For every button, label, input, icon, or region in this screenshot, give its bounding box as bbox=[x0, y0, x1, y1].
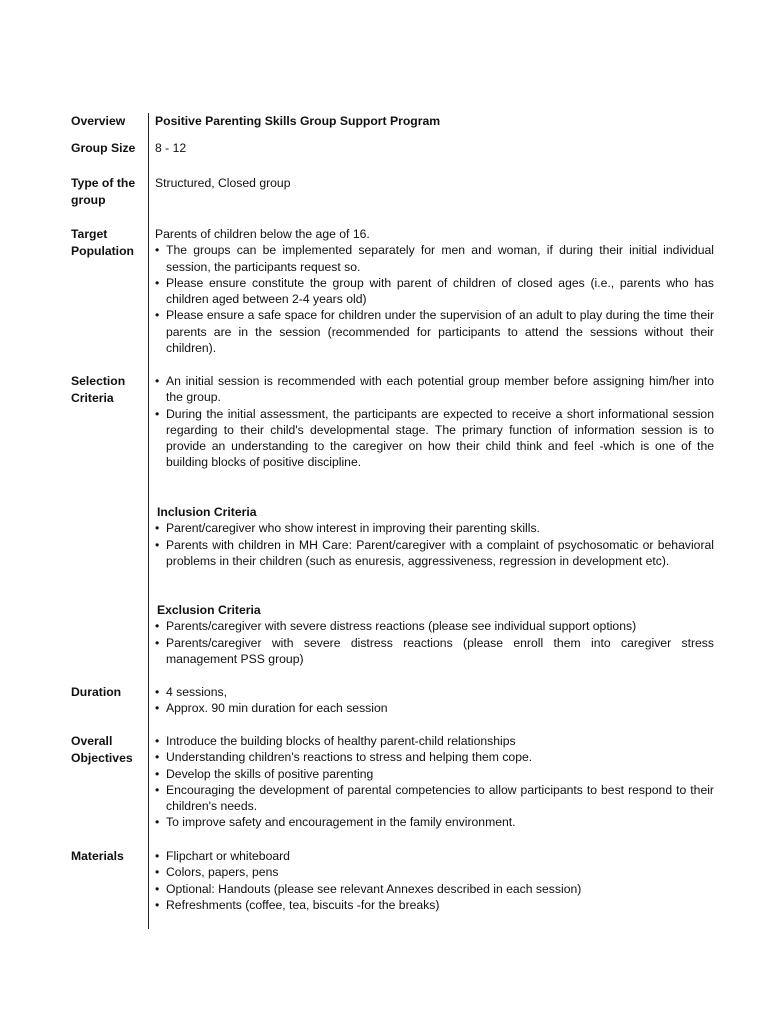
selection-criteria-section bbox=[155, 373, 714, 471]
list-item: • Parents/caregiver with severe distress reactions (please enroll them into caregiver stress management PSS group) bbox=[155, 635, 714, 666]
label-group-type: Type of the group bbox=[71, 176, 136, 207]
label-selection-criteria: Selection Criteria bbox=[71, 374, 126, 405]
materials-section bbox=[155, 848, 714, 913]
list-item: • Colors, papers, pens bbox=[155, 865, 279, 880]
label-group-size: Group Size bbox=[71, 141, 136, 155]
inclusion-criteria-heading: Inclusion Criteria bbox=[157, 505, 257, 519]
label-materials: Materials bbox=[71, 849, 124, 863]
list-item: • To improve safety and encouragement in the family environment. bbox=[155, 815, 516, 830]
overview-title: Positive Parenting Skills Group Support Program bbox=[155, 114, 441, 128]
list-item: • Refreshments (coffee, tea, biscuits -for the breaks) bbox=[155, 897, 440, 912]
label-target-population: Target Population bbox=[71, 227, 134, 258]
list-item: • 4 sessions, bbox=[155, 685, 227, 699]
list-item: • Parent/caregiver who show interest in improving their parenting skills. bbox=[155, 521, 540, 536]
list-item: • During the initial assessment, the participants are expected to receive a short informational session regarding to their child's developmental stage. The primary function of information session is to provide an understanding to the caregiver on how their child think and feel -which is one of the building blocks of positive discipline. bbox=[155, 406, 714, 470]
inclusion-criteria-section bbox=[155, 504, 714, 569]
list-item: • The groups can be implemented separately for men and woman, if during their initial individual session, the participants request so. bbox=[155, 243, 714, 274]
list-item: • Develop the skills of positive parenting bbox=[155, 766, 374, 781]
label-overview: Overview bbox=[71, 114, 126, 128]
list-item: • Parents with children in MH Care: Parent/caregiver with a complaint of psychosomatic or behavioral problems in their children (such as enuresis, aggressiveness, regression in development etc). bbox=[155, 537, 714, 568]
group-type-value: Structured, Closed group bbox=[155, 176, 291, 190]
list-item: • Please ensure a safe space for children under the supervision of an adult to play during the time their parents are in the session (recommended for participants to attend the sessions without their children). bbox=[155, 308, 714, 356]
objectives-section bbox=[155, 733, 714, 831]
list-item: • Introduce the building blocks of healthy parent-child relationships bbox=[155, 734, 516, 748]
list-item: • Parents/caregiver with severe distress reactions (please see individual support options) bbox=[155, 619, 637, 634]
label-overall-objectives: Overall Objectives bbox=[71, 734, 133, 765]
list-item: • Encouraging the development of parental competencies to allow participants to best respond to their children's needs. bbox=[155, 782, 714, 814]
duration-section bbox=[155, 684, 714, 717]
list-item: • Optional: Handouts (please see relevant Annexes described in each session) bbox=[155, 881, 582, 896]
target-intro: Parents of children below the age of 16. bbox=[155, 227, 370, 241]
exclusion-criteria-section bbox=[155, 602, 714, 667]
list-item: • Understanding children's reactions to stress and helping them cope. bbox=[155, 750, 533, 765]
list-item: • Approx. 90 min duration for each session bbox=[155, 701, 388, 716]
column-divider bbox=[148, 113, 149, 929]
list-item: • Flipchart or whiteboard bbox=[155, 849, 290, 863]
list-item: • An initial session is recommended with each potential group member before assigning him/her into the group. bbox=[155, 374, 714, 405]
list-item: • Please ensure constitute the group with parent of children of closed ages (i.e., parents who has children aged between 2-4 years old) bbox=[155, 275, 714, 307]
target-population-section bbox=[155, 226, 714, 356]
label-duration: Duration bbox=[71, 685, 122, 699]
group-size-value: 8 - 12 bbox=[155, 141, 187, 155]
exclusion-criteria-heading: Exclusion Criteria bbox=[157, 603, 261, 617]
